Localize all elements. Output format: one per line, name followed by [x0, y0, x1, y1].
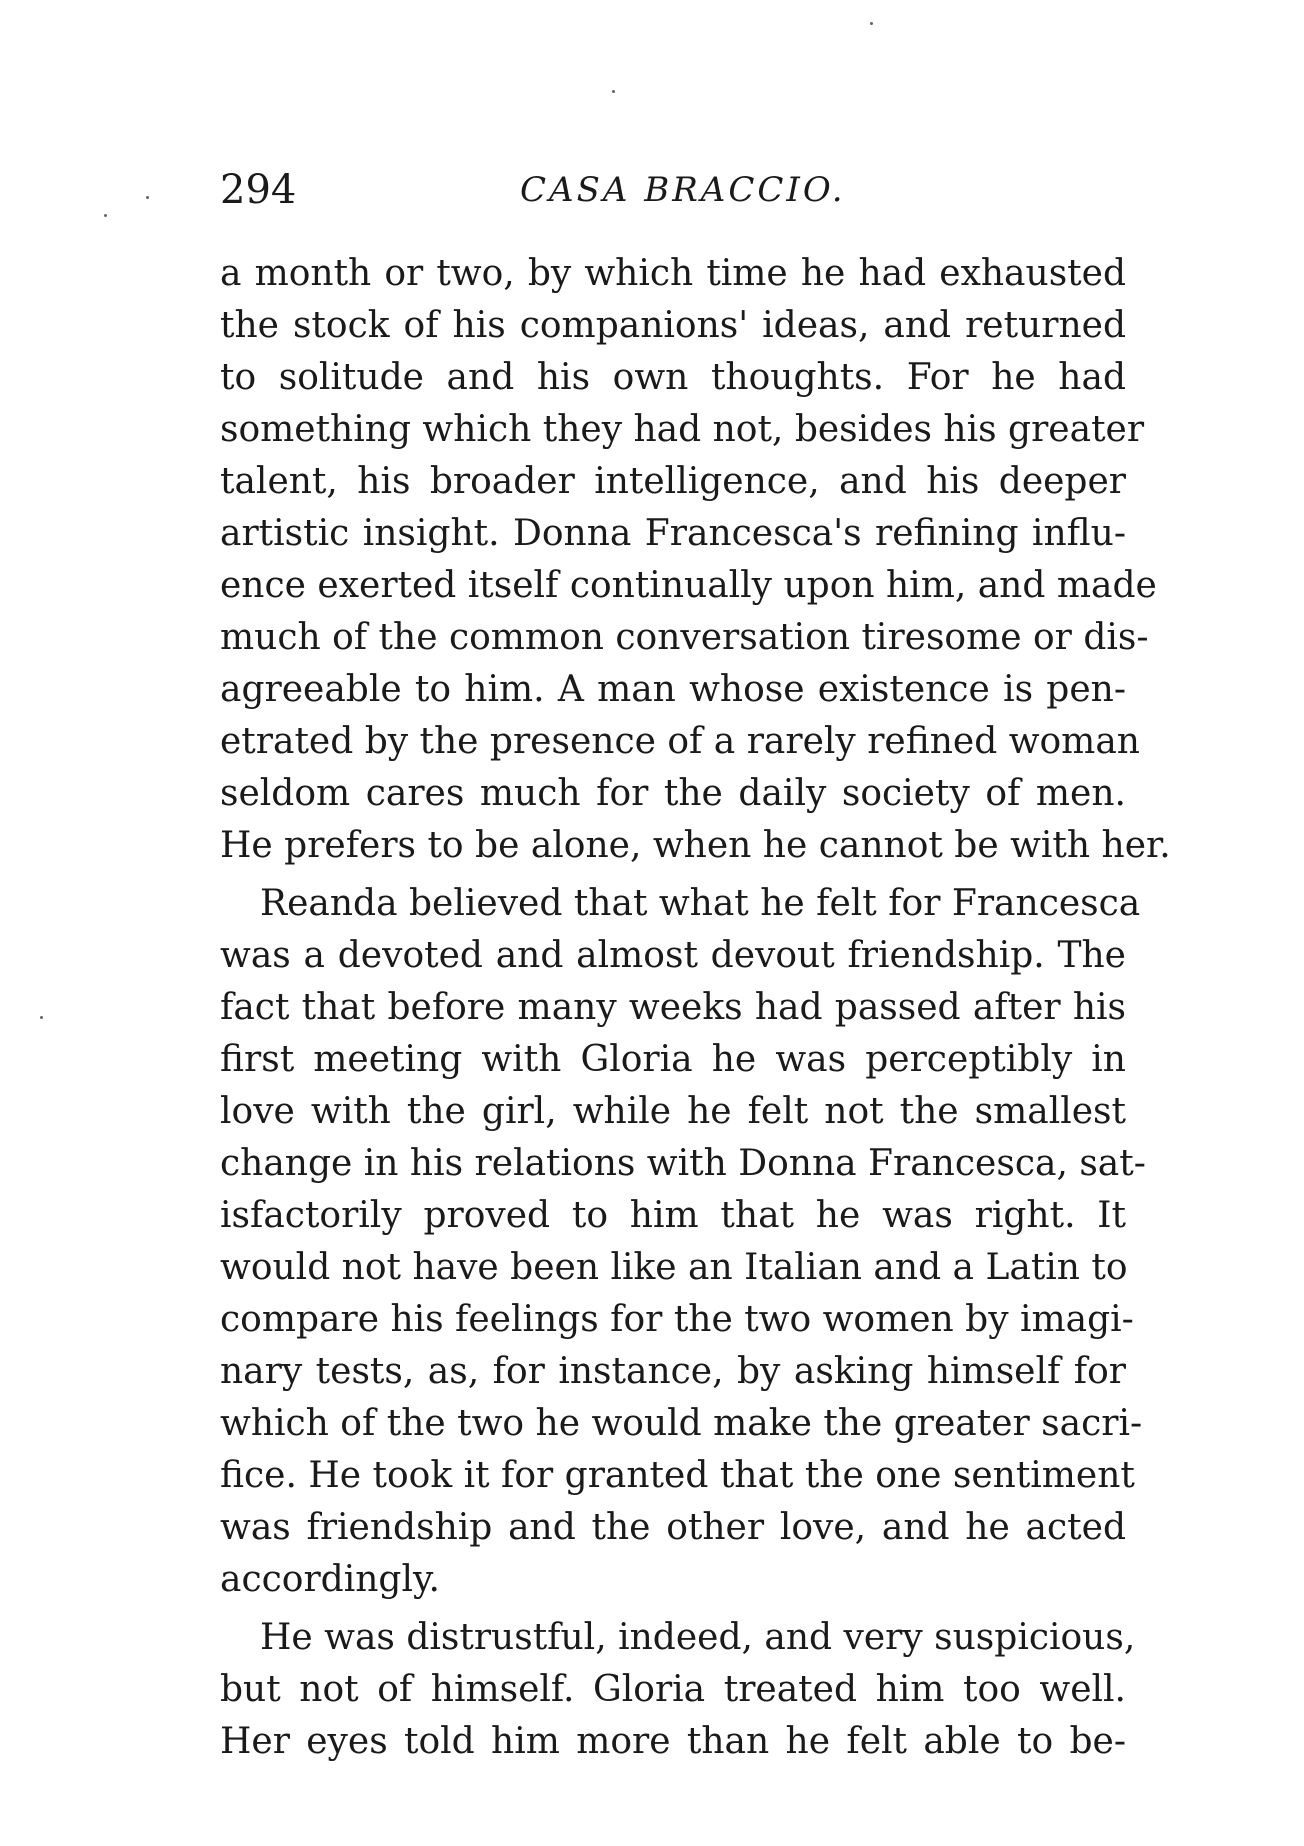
scan-speck	[104, 214, 107, 217]
text-line: was friendship and the other love, and he acted	[220, 1507, 1126, 1548]
text-line: to solitude and his own thoughts. For he had	[220, 357, 1126, 398]
text-line: which of the two he would make the greater sacri-	[220, 1403, 1143, 1444]
text-line: fact that before many weeks had passed after his	[220, 987, 1126, 1028]
text-line: Reanda believed that what he felt for Francesca	[260, 883, 1141, 924]
text-line: He prefers to be alone, when he cannot be with her.	[220, 825, 1171, 866]
text-line: was a devoted and almost devout friendship. The	[220, 935, 1126, 976]
scan-speck	[870, 22, 873, 25]
text-line: much of the common conversation tiresome or dis-	[220, 617, 1149, 658]
scan-speck	[146, 196, 149, 199]
text-line: talent, his broader intelligence, and his deeper	[220, 461, 1126, 502]
paragraph	[220, 248, 1171, 872]
text-line: artistic insight. Donna Francesca's refining influ-	[220, 513, 1126, 554]
paragraph	[220, 1612, 1136, 1768]
text-line: compare his feelings for the two women by imagi-	[220, 1299, 1134, 1340]
text-line: etrated by the presence of a rarely refined woman	[220, 721, 1140, 762]
text-line: love with the girl, while he felt not the smallest	[220, 1091, 1126, 1132]
text-line: something which they had not, besides his greater	[220, 409, 1145, 450]
text-line: first meeting with Gloria he was perceptibly in	[220, 1039, 1126, 1080]
body-text	[220, 248, 1171, 1768]
text-line: the stock of his companions' ideas, and returned	[220, 305, 1126, 346]
paragraph	[220, 878, 1146, 1606]
running-title: CASA BRACCIO.	[520, 170, 846, 210]
text-line: nary tests, as, for instance, by asking himself for	[220, 1351, 1126, 1392]
page-header	[220, 160, 1120, 220]
text-line: agreeable to him. A man whose existence is pen-	[220, 669, 1126, 710]
text-line: isfactorily proved to him that he was right. It	[220, 1195, 1126, 1236]
text-line: fice. He took it for granted that the one sentiment	[220, 1455, 1135, 1496]
page-number: 294	[220, 167, 297, 213]
text-line: He was distrustful, indeed, and very suspicious,	[260, 1617, 1136, 1658]
text-line: would not have been like an Italian and a Latin to	[220, 1247, 1128, 1288]
text-line: accordingly.	[220, 1559, 440, 1600]
text-line: a month or two, by which time he had exhausted	[220, 253, 1126, 294]
scan-speck	[40, 1016, 43, 1019]
scan-speck	[612, 90, 615, 93]
text-line: but not of himself. Gloria treated him too well.	[220, 1669, 1126, 1710]
text-line: change in his relations with Donna Francesca, sat-	[220, 1143, 1146, 1184]
text-line: ence exerted itself continually upon him, and made	[220, 565, 1157, 606]
text-line: Her eyes told him more than he felt able to be-	[220, 1721, 1126, 1762]
text-line: seldom cares much for the daily society of men.	[220, 773, 1126, 814]
